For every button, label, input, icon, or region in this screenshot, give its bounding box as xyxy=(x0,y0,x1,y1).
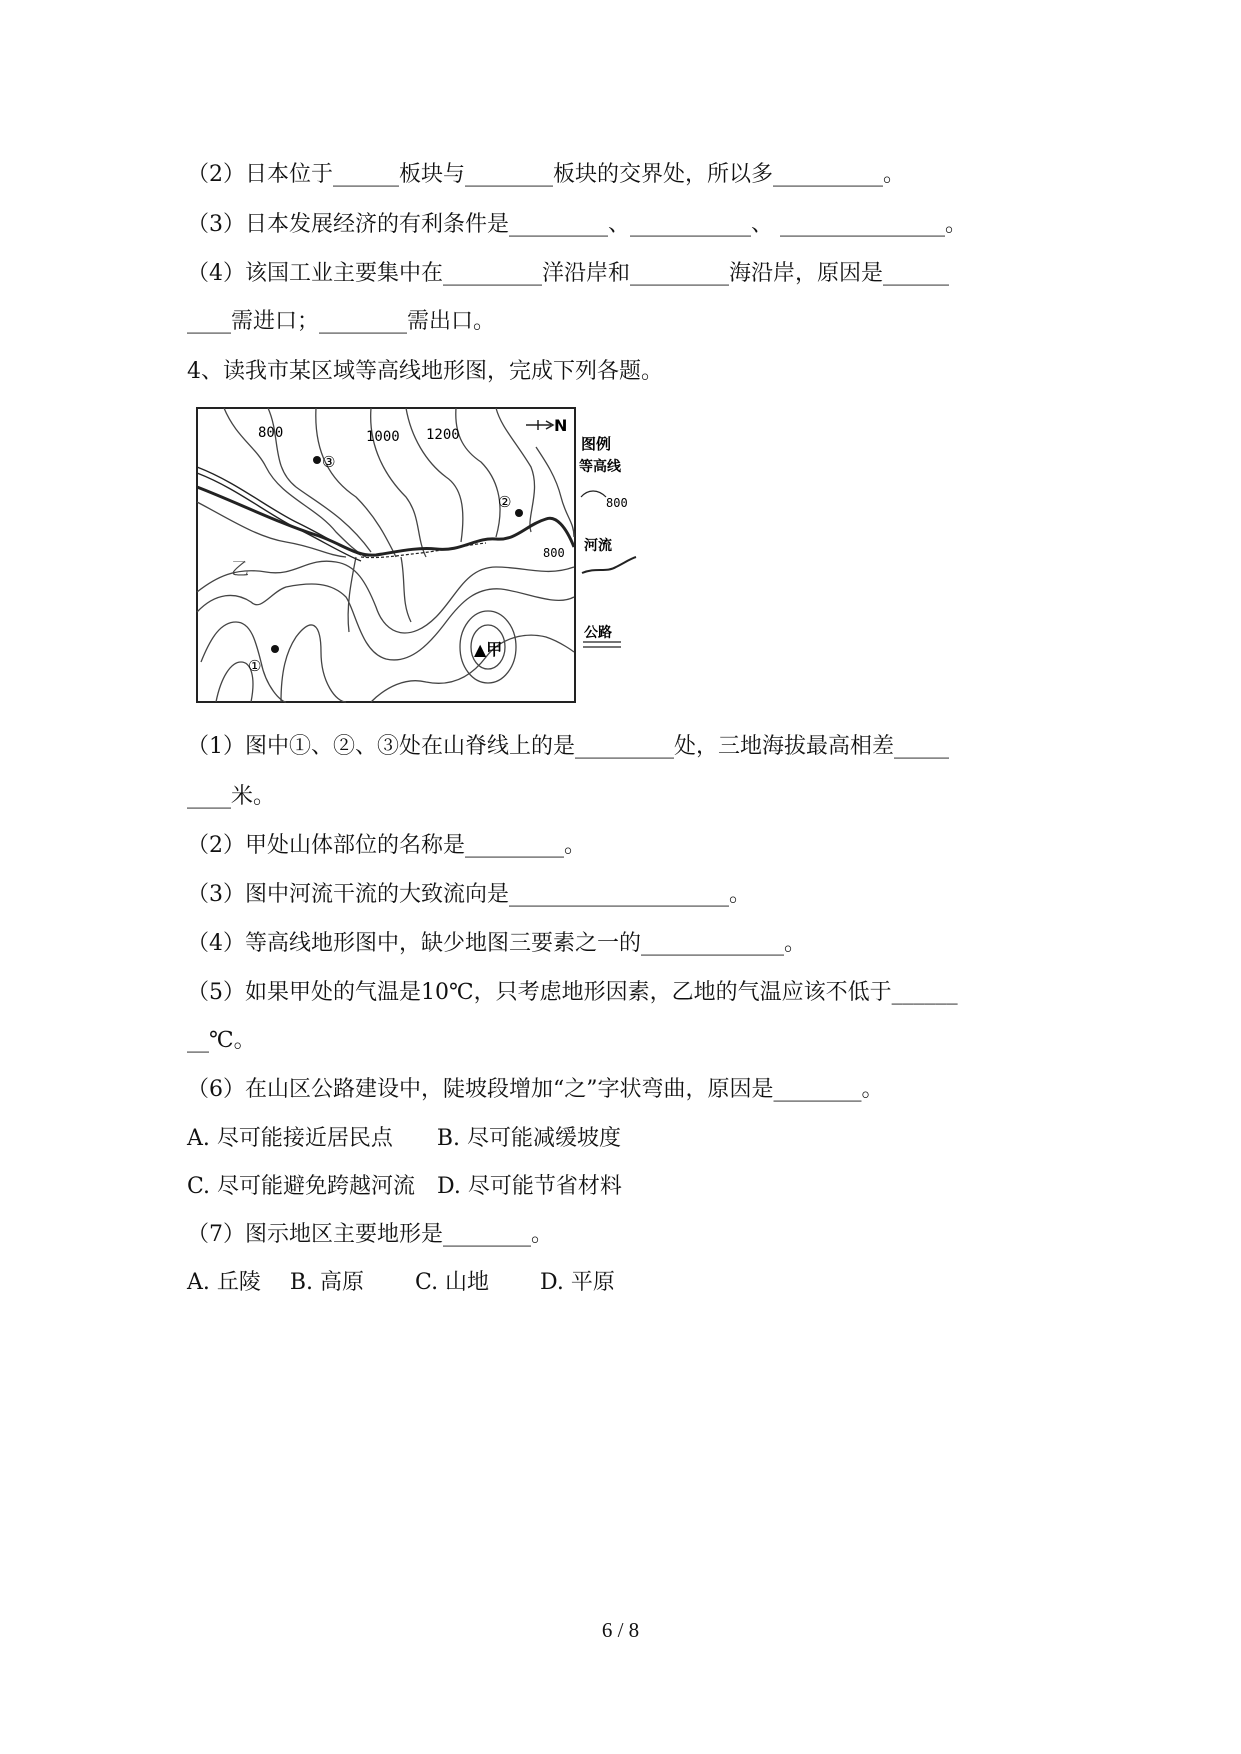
legend-river-label: 河流 xyxy=(584,538,612,554)
contour-label-800: 800 xyxy=(258,425,284,441)
contour-map xyxy=(196,407,646,705)
q3-line-3: （3）日本发展经济的有利条件是_________、___________、 _______________。 xyxy=(187,212,967,237)
q4-1-cont: ____米。 xyxy=(187,784,276,809)
q4-4-line: （4）等高线地形图中，缺少地图三要素之一的_____________。 xyxy=(187,931,806,956)
point-2-dot xyxy=(515,509,523,517)
contour-line xyxy=(268,408,371,552)
contour-line xyxy=(281,625,346,702)
q4-6-options-cd: C. 尽可能避免跨越河流 D. 尽可能节省材料 xyxy=(187,1174,622,1199)
legend-contour-symbol xyxy=(581,491,606,497)
north-arrow-icon xyxy=(526,420,553,430)
jia-label: ▲甲 xyxy=(474,640,503,659)
point-1-label: ① xyxy=(248,657,262,675)
contour-line xyxy=(197,561,574,633)
yi-label: 乙 xyxy=(231,559,249,580)
north-label: N xyxy=(554,416,568,435)
point-3-dot xyxy=(313,456,321,464)
q4-5-cont: __℃。 xyxy=(187,1028,256,1053)
q4-heading: 4、读我市某区域等高线地形图，完成下列各题。 xyxy=(187,359,663,384)
q4-3-line: （3）图中河流干流的大致流向是____________________。 xyxy=(187,882,751,907)
q4-6-options-ab: A. 尽可能接近居民点 B. 尽可能减缓坡度 xyxy=(187,1126,622,1151)
q4-1-line: （1）图中①、②、③处在山脊线上的是_________处，三地海拔最高相差_____ xyxy=(187,734,949,759)
legend-contour-value: 800 xyxy=(606,496,628,510)
contour-label-1000: 1000 xyxy=(366,429,400,445)
q4-6-line: （6）在山区公路建设中，陡坡段增加“之”字状弯曲，原因是________。 xyxy=(187,1077,884,1102)
contour-line xyxy=(536,447,574,537)
contour-line xyxy=(197,502,346,557)
page-number: 6 / 8 xyxy=(601,1618,640,1642)
point-3-label: ③ xyxy=(322,453,336,471)
contour-line xyxy=(371,635,574,702)
legend-title: 图例 xyxy=(581,435,612,453)
contour-line xyxy=(224,408,366,557)
river-tributary xyxy=(401,557,411,622)
q3-line-4: （4）该国工业主要集中在_________洋沿岸和_________海沿岸，原因是______ xyxy=(187,261,949,286)
q4-2-line: （2）甲处山体部位的名称是_________。 xyxy=(187,833,586,858)
legend-road-label: 公路 xyxy=(584,625,612,641)
river-contour-label: 800 xyxy=(543,546,565,560)
point-2-label: ② xyxy=(498,493,512,511)
q3-line-2: （2）日本位于______板块与________板块的交界处，所以多__________。 xyxy=(187,162,905,187)
q4-7-options: A. 丘陵 B. 高原 C. 山地 D. 平原 xyxy=(187,1270,615,1295)
legend-river-symbol xyxy=(582,557,636,573)
road xyxy=(197,473,361,561)
q3-line-4-cont: ____需进口；________需出口。 xyxy=(187,309,496,334)
point-1-dot xyxy=(271,645,279,653)
q4-5-line: （5）如果甲处的气温是10℃，只考虑地形因素，乙地的气温应该不低于______ xyxy=(187,980,958,1005)
contour-line xyxy=(197,584,574,660)
q4-7-line: （7）图示地区主要地形是________。 xyxy=(187,1222,553,1247)
legend-contour-label: 等高线 xyxy=(579,459,621,475)
contour-label-1200: 1200 xyxy=(426,427,460,443)
